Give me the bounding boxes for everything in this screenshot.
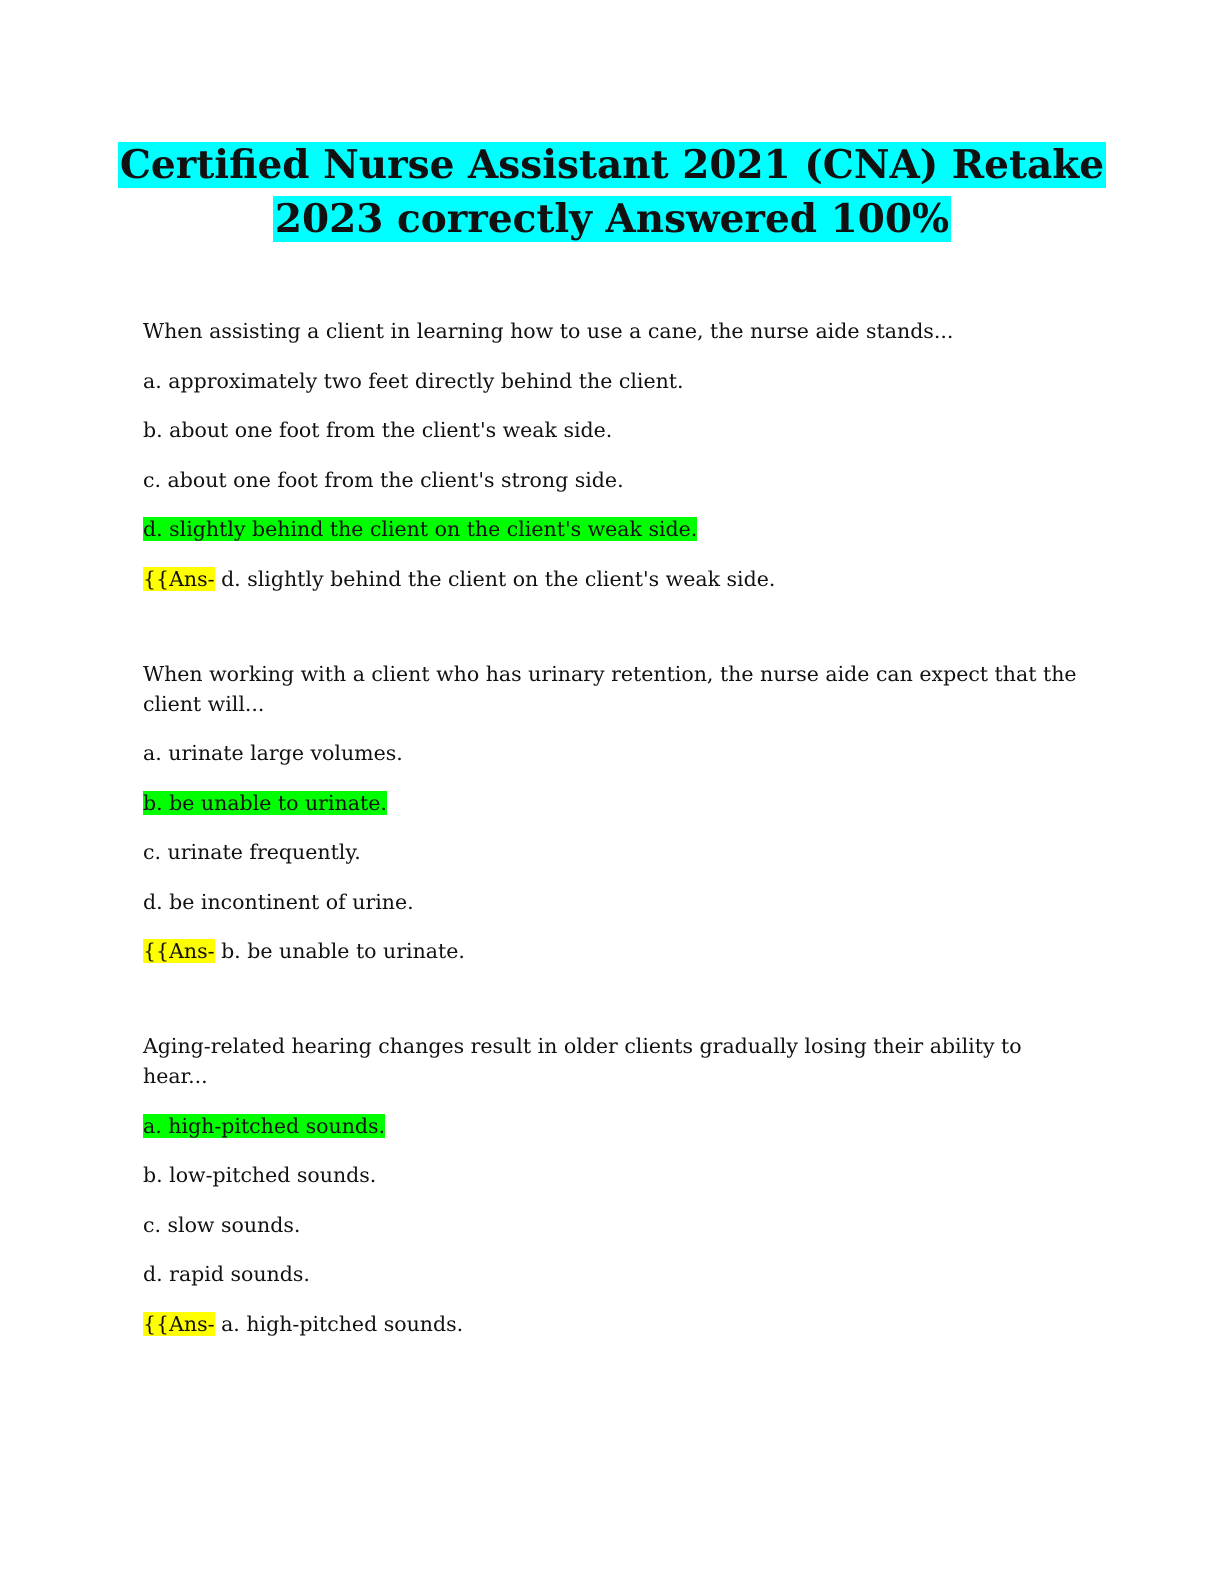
option-a: a. urinate large volumes. [143,741,403,765]
question-block-1 [143,316,1083,594]
option-b-correct: b. be unable to urinate. [143,790,387,815]
answer-text: a. high-pitched sounds. [214,1311,464,1336]
option-c: c. about one foot from the client's strong side. [143,467,624,492]
answer-prefix: {{Ans- [143,1311,215,1336]
question-prompt: When working with a client who has urinary retention, the nurse aide can expect that the client will... [143,661,1077,716]
answer-text: d. slightly behind the client on the client's weak side. [214,566,776,591]
answer-line [143,1309,1083,1339]
document-title [60,138,1164,246]
option-d: d. be incontinent of urine. [143,889,414,914]
title-line-2: 2023 correctly Answered 100% [274,196,950,242]
answer-line [143,564,1083,594]
answer-line [143,936,1083,966]
option-a-correct: a. high-pitched sounds. [143,1113,386,1138]
option-a: a. approximately two feet directly behind the client. [143,368,684,393]
option-d: d. rapid sounds. [143,1262,310,1286]
question-block-3 [143,1031,1083,1339]
option-d-correct: d. slightly behind the client on the client's weak side. [143,517,698,541]
option-b: b. low-pitched sounds. [143,1163,377,1187]
answer-text: b. be unable to urinate. [214,939,465,963]
option-b: b. about one foot from the client's weak side. [143,418,613,442]
option-c: c. urinate frequently. [143,840,361,864]
option-c: c. slow sounds. [143,1212,301,1237]
title-line-1: Certified Nurse Assistant 2021 (CNA) Retake [119,142,1105,188]
question-prompt: When assisting a client in learning how to use a cane, the nurse aide stands... [143,319,954,343]
answer-prefix: {{Ans- [143,566,215,591]
question-prompt: Aging-related hearing changes result in older clients gradually losing their ability to hear... [143,1034,1022,1088]
question-list [143,316,1083,1404]
question-block-2 [143,659,1083,967]
answer-prefix: {{Ans- [143,939,215,963]
